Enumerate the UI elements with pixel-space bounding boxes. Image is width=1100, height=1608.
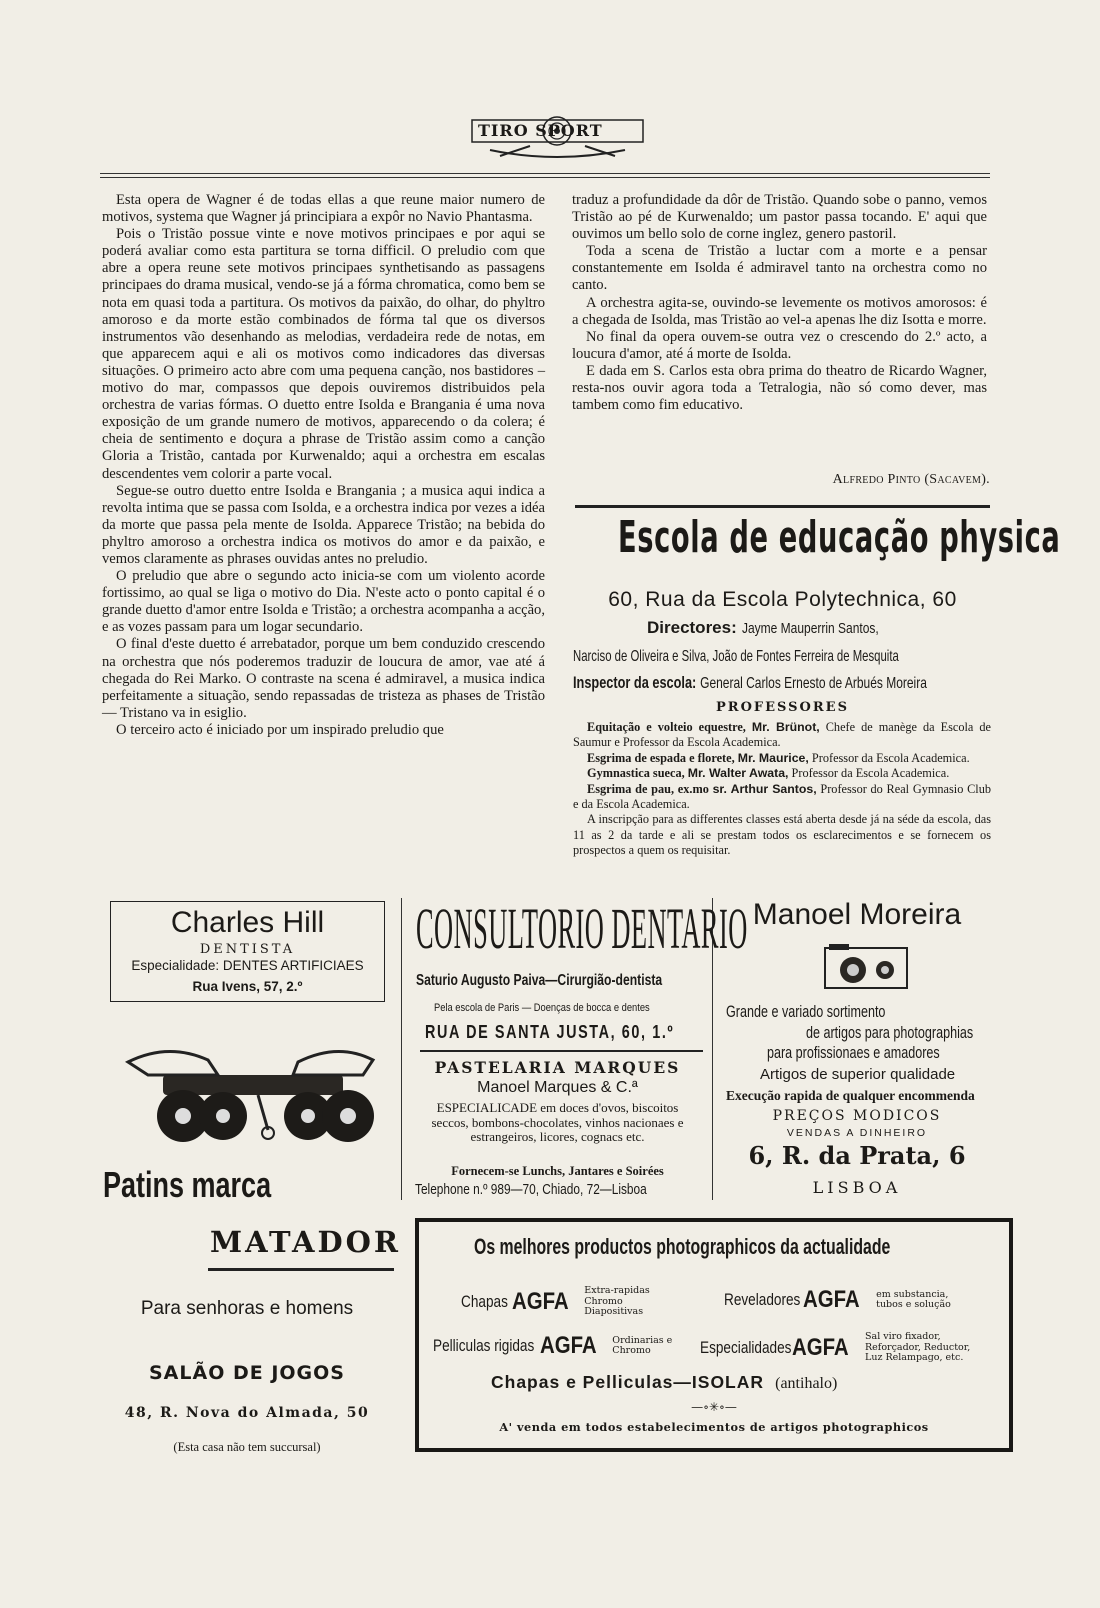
escola-directores-line — [647, 618, 913, 638]
escola-directores-1: Jayme Mauperrin Santos, — [741, 620, 879, 637]
prof-3-name: Mr. Walter Awata, — [687, 766, 789, 781]
pastelaria-lunch: Fornecem-se Lunchs, Jantares e Soirées — [451, 1164, 664, 1178]
moreira-line-1: Grande e variado sortimento — [726, 1002, 886, 1021]
escola-address: 60, Rua da Escola Polytechnica, 60 — [608, 588, 957, 611]
article-left-column — [102, 192, 545, 739]
prof-1-name: Mr. Brünot, — [751, 720, 820, 734]
agfa-row-chapas — [461, 1286, 664, 1318]
article-paragraph: No final da opera ouvem-se outra vez o crescendo do 2.º acto, a loucura d'amor, até á morte de Isolda. — [572, 328, 987, 362]
agfa-brand: AGFA — [803, 1286, 861, 1313]
agfa-row-label: Chapas — [461, 1291, 508, 1311]
consultorio-doctor: Saturio Augusto Paiva—Cirurgião-dentista — [416, 972, 663, 989]
agfa-row-label: Reveladores — [724, 1290, 801, 1309]
consultorio-address: RUA DE SANTA JUSTA, 60, 1.º — [425, 1022, 675, 1042]
charles-address: Rua Ivens, 57, 2.º — [192, 979, 303, 994]
agfa-brand: AGFA — [792, 1333, 850, 1361]
top-rule-2 — [100, 177, 990, 178]
agfa-row-reveladores — [724, 1286, 966, 1314]
patins-line-5: 48, R. Nova do Almada, 50 — [124, 1405, 370, 1421]
escola-ad — [573, 508, 1061, 872]
agfa-brand: AGFA — [539, 1332, 597, 1359]
moreira-line-7: VENDAS A DINHEIRO — [786, 1127, 928, 1139]
article-paragraph: Segue-se outro duetto entre Isolda e Brangania ; a musica aqui indica a revolta intima que se passa com Isolda, e a orchestra indica por vezes a idéa da morte que passa pela mente de Isolda. Apparece Tristão; na bebida do phyltro amoroso a orchestra indica os motivos do amor e da paixão, e vemos claramente as phrases ouvidas antes no preludio. — [102, 482, 545, 567]
escola-directores-2: Narciso de Oliveira e Silva, João de Fontes Ferreira de Mesquita — [573, 648, 899, 665]
agfa-row-label: Pelliculas rigidas — [433, 1336, 535, 1355]
article-paragraph: Pois o Tristão possue vinte e nove motivos principaes e por aqui se poderá avaliar como esta partitura se torna difficil. O preludio com que abre a opera reune sete motivos principaes synthetisando as passagens principaes do drama musical, vendo-se já a fórma chromatica, como bem se nota em quasi toda a partitura. Os motivos da paixão, do olhar, do phyltro amoroso e da morte estão combinados de fórma tal que os diversos instrumentos vão desenhando as melodias, verdadeira rede de notas, em que apparecem aqui e ali os motivos como indicadores das diversas situações. O primeiro acto abre com uma pequena canção, nos bastidores – motivo do mar, compassos que depois ouviremos distribuidos pela orchestra de varias fórmas. O duetto entre Isolda e Brangania é uma nova exposição de um grande numero de motivos, apparecendo o da colera; é cheia de sentimento e doçura a phrase de Tristão assim como a canção Gloria a Tristão, cantada por Kurwenaldo; aqui a orchestra em escalas descendentes vem colorir a parte vocal. — [102, 226, 545, 482]
patins-line-1: Patins marca — [103, 1164, 272, 1205]
agfa-ad — [415, 1218, 1013, 1452]
agfa-row-note: Extra-rapidas Chromo Diapositivas — [584, 1285, 650, 1317]
moreira-line-9: LISBOA — [812, 1178, 902, 1197]
consultorio-title-wrap — [416, 896, 748, 961]
agfa-row-note: Sal viro fixador, Reforçador, Reductor, Luz Relampago, etc. — [865, 1331, 971, 1363]
camera-icon — [823, 942, 909, 992]
article-signature: Alfredo Pinto (Sacavem). — [832, 472, 990, 487]
agfa-row-note: Ordinarias e Chromo — [612, 1334, 673, 1356]
agfa-brand: AGFA — [511, 1287, 569, 1315]
prof-2-subject: Esgrima de espada e florete, — [587, 750, 735, 765]
escola-inspector-label: Inspector da escola: — [573, 673, 697, 692]
agfa-title: Os melhores productos photographicos da actualidade — [474, 1234, 891, 1259]
pastelaria-phone: Telephone n.º 989—70, Chiado, 72—Lisboa — [415, 1182, 647, 1198]
charles-role: DENTISTA — [199, 942, 296, 957]
escola-professores-list — [573, 720, 991, 859]
roller-skate-icon — [108, 1030, 393, 1150]
escola-title: Escola de educação physica — [618, 512, 1061, 563]
patins-line-6: (Esta casa não tem succursal) — [173, 1440, 321, 1454]
pastelaria-desc: ESPECIALICADE em doces d'ovos, biscoitos seccos, bombons-chocolates, vinhos nacionaes e estrangeiros, licores, cognacs etc. — [431, 1100, 684, 1144]
patins-line-3: Para senhoras e homens — [140, 1298, 354, 1319]
moreira-line-6: PREÇOS MODICOS — [772, 1108, 942, 1124]
top-rule — [100, 173, 990, 174]
charles-spec: Especialidade: DENTES ARTIFICIAES — [131, 958, 364, 973]
prof-2-desc: Professor da Escola Academica. — [811, 750, 970, 765]
article-paragraph: Esta opera de Wagner é de todas ellas a que reune maior numero de motivos, systema que Wagner já principiara a expôr no Navio Phantasma. — [102, 192, 545, 226]
agfa-isolar-note: (antihalo) — [775, 1375, 838, 1392]
pastelaria-owner: Manoel Marques & C.ª — [477, 1079, 638, 1096]
moreira-line-8: 6, R. da Prata, 6 — [748, 1141, 966, 1170]
escola-inspector-line — [573, 673, 927, 693]
prof-3-desc: Professor da Escola Academica. — [791, 766, 950, 781]
agfa-ornament: —∘✳∘— — [691, 1400, 737, 1414]
prof-2-name: Mr. Maurice, — [737, 750, 809, 765]
prof-3-subject: Gymnastica sueca, — [587, 766, 685, 781]
prof-1-subject: Equitação e volteio equestre, — [587, 720, 746, 734]
article-right-column — [572, 192, 987, 414]
agfa-row-pelliculas — [433, 1332, 682, 1360]
article-paragraph: traduz a profundidade da dôr de Tristão. Quando sobe o panno, vemos Tristão ao pé de Kurwenaldo; um pastor passa tocando. E' aqui que ouvimos um bello solo de corne inglez, genero pastoril. — [572, 192, 987, 243]
moreira-line-3: para profissionaes e amadores — [767, 1043, 940, 1062]
prof-4-desc: Professor do Real Gymnasio Club e da Escola Academica. — [573, 781, 992, 812]
consultorio-rule — [420, 1050, 703, 1052]
prof-4-name: sr. Arthur Santos, — [712, 781, 817, 796]
escola-inspector: General Carlos Ernesto de Arbués Moreira — [700, 675, 927, 692]
escola-footer: A inscripção para as differentes classes está aberta desde já na séde da escola, das 11 as 2 da tarde e ali se prestam todos os esclarecimentos e se fornecem os prospectos a quem os requisitar. — [573, 812, 991, 858]
article-paragraph: Toda a scena de Tristão a luctar com a morte e a pensar constantemente em Isolda é admiravel tanto na orchestra como no canto. — [572, 243, 987, 294]
article-paragraph: A orchestra agita-se, ouvindo-se levemente os motivos amorosos: é a chegada de Isolda, mas Tristão ao vel-a apenas lhe diz Isotta e morre. — [572, 294, 987, 328]
consultorio-note: Pela escola de Paris — Doenças de bocca e dentes — [434, 1002, 650, 1014]
prof-1-desc: Chefe de manège da Escola de Saumur e Professor da Escola Academica. — [573, 720, 991, 750]
article-paragraph: O preludio que abre o segundo acto inicia-se com um violento acorde fortissimo, ao qual se liga o motivo do Dia. N'este acto o ponto capital é o grande duetto d'amor entre Isolda e Tristão; a orchestra acompanha a acção, e as vozes passam para um logar secundario. — [102, 568, 545, 636]
ad-divider-left — [401, 898, 402, 1200]
agfa-row-especialidades — [700, 1332, 989, 1364]
consultorio-title: CONSULTORIO DENTARIO — [416, 896, 748, 961]
agfa-isolar-line — [491, 1372, 837, 1393]
patins-line-4: SALÃO DE JOGOS — [149, 1362, 345, 1384]
charles-name: Charles Hill — [170, 906, 325, 939]
article-paragraph: O final d'este duetto é arrebatador, porque um bem conduzido crescendo na orchestra que nós poderemos traduzir de loucura de amor, vae até á chegada do Rei Marko. O contraste na scena é admiravel, a musica indica perfeitamente a situação, sendo repassadas de tristeza as phases de Tristão — Tristano va in esiglio. — [102, 636, 545, 721]
escola-professores: PROFESSORES — [716, 700, 849, 715]
masthead-text: TIRO SPORT — [478, 121, 603, 140]
pastelaria-title: PASTELARIA MARQUES — [434, 1058, 681, 1077]
patins-rule — [208, 1268, 394, 1271]
article-paragraph: E dada em S. Carlos esta obra prima do theatro de Ricardo Wagner, resta-nos ouvir agora toda a Tetralogia, não só como dever, mas tambem como fim educativo. — [572, 362, 987, 414]
moreira-line-5: Execução rapida de qualquer encommenda — [726, 1088, 975, 1103]
masthead-logo — [470, 112, 645, 164]
patins-brand: MATADOR — [210, 1225, 402, 1259]
moreira-name: Manoel Moreira — [752, 898, 962, 931]
moreira-line-4: Artigos de superior qualidade — [760, 1066, 956, 1083]
escola-directores-label: Directores: — [647, 618, 737, 637]
moreira-line-2: de artigos para photographias — [806, 1023, 974, 1042]
agfa-row-note: em substancia, tubos e solução — [876, 1288, 951, 1310]
agfa-isolar: Chapas e Pelliculas—ISOLAR — [491, 1372, 765, 1392]
prof-4-subject: Esgrima de pau, ex.mo — [587, 781, 709, 796]
charles-hill-ad — [110, 901, 385, 1002]
article-paragraph: O terceiro acto é iniciado por um inspirado preludio que — [116, 721, 444, 738]
agfa-row-label: Especialidades — [700, 1337, 792, 1357]
agfa-footer: A' venda em todos estabelecimentos de artigos photographicos — [499, 1420, 929, 1434]
